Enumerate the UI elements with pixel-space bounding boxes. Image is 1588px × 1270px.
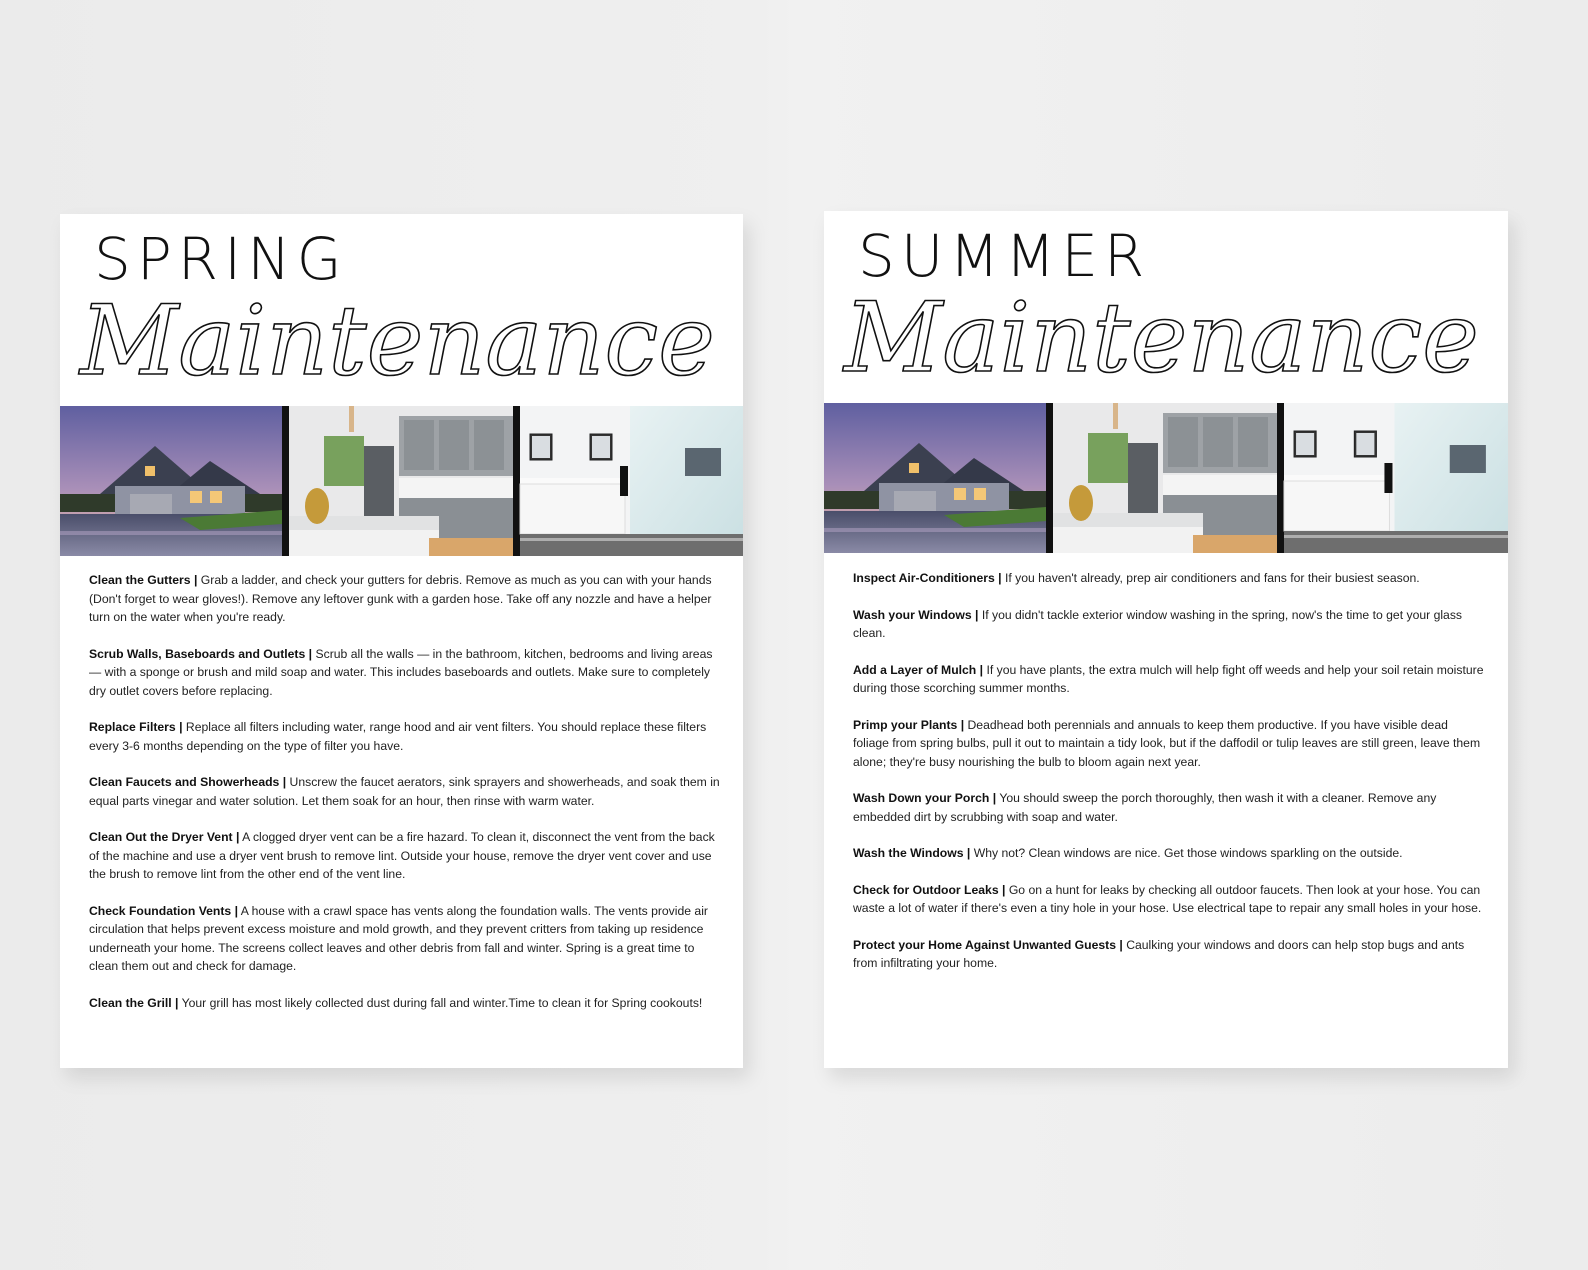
task-item xyxy=(853,936,1486,973)
task-separator: | xyxy=(193,573,198,587)
spring-maintenance-sheet xyxy=(60,214,743,1068)
task-item xyxy=(89,828,721,884)
task-separator: | xyxy=(960,717,965,732)
task-separator: | xyxy=(282,775,287,789)
task-item xyxy=(89,994,721,1013)
task-item xyxy=(853,844,1486,863)
task-item xyxy=(853,789,1486,826)
task-separator: | xyxy=(966,846,971,860)
season-title: SPRING xyxy=(94,225,348,293)
task-separator: | xyxy=(975,607,979,622)
task-item xyxy=(89,718,721,755)
photo-strip xyxy=(60,406,743,556)
house-exterior-photo xyxy=(824,403,1046,553)
task-separator: | xyxy=(1002,882,1006,897)
task-name: Clean the Gutters xyxy=(89,573,191,587)
task-name: Check for Outdoor Leaks xyxy=(853,882,999,897)
task-description: Unscrew the faucet aerators, sink sprayers and showerheads, and soak them in equal parts vinegar and water solution. Let them soak for an hour, then rinse with warm water. xyxy=(89,775,720,808)
task-separator: | xyxy=(235,830,240,844)
task-name: Primp your Plants xyxy=(853,717,958,732)
task-separator: | xyxy=(179,720,183,734)
season-title: SUMMER xyxy=(858,222,1151,290)
task-separator: | xyxy=(1119,937,1123,952)
script-title-text: Maintenance xyxy=(844,282,1479,394)
summer-maintenance-sheet xyxy=(824,211,1508,1068)
script-title xyxy=(838,279,1479,409)
task-description: Go on a hunt for leaks by checking all outdoor faucets. Then look at your hose. You can waste a lot of water if there's even a tiny hole in your hose. Use electrical tape to repair any small holes in your hose. xyxy=(853,882,1482,915)
photo-strip xyxy=(824,403,1508,553)
task-name: Scrub Walls, Baseboards and Outlets xyxy=(89,646,306,661)
task-separator: | xyxy=(998,571,1002,585)
task-name: Clean Faucets and Showerheads xyxy=(89,775,280,789)
kitchen-photo xyxy=(289,406,513,556)
task-separator: | xyxy=(308,646,313,661)
task-item xyxy=(89,645,721,701)
house-exterior-photo xyxy=(60,406,282,556)
task-name: Protect your Home Against Unwanted Guests xyxy=(853,937,1116,952)
task-description: Grab a ladder, and check your gutters for debris. Remove as much as you can with your hands (Don't forget to wear gloves!). Remove any leftover gunk with a garden hose. Take off any nozzle and have a helper turn on the water when you're ready. xyxy=(89,573,712,624)
task-separator: | xyxy=(992,791,997,805)
bathroom-photo xyxy=(1284,403,1508,553)
task-name: Clean the Grill xyxy=(89,995,172,1010)
task-item xyxy=(853,661,1486,698)
script-title-text: Maintenance xyxy=(80,285,715,397)
task-item xyxy=(853,606,1486,643)
task-separator: | xyxy=(175,995,179,1010)
script-title xyxy=(74,282,715,412)
task-description: You should sweep the porch thoroughly, then wash it with a cleaner. Remove any embedded dirt by scrubbing with soap and water. xyxy=(853,791,1437,824)
task-description: Caulking your windows and doors can help stop bugs and ants from infiltrating your home. xyxy=(853,937,1465,970)
task-description: If you have plants, the extra mulch will help fight off weeds and help your soil retain moisture during those scorching summer months. xyxy=(853,662,1484,695)
task-item xyxy=(853,716,1486,772)
task-name: Wash the Windows xyxy=(853,846,964,860)
task-name: Clean Out the Dryer Vent xyxy=(89,830,233,844)
task-name: Check Foundation Vents xyxy=(89,903,232,918)
task-item xyxy=(853,881,1486,918)
task-name: Wash your Windows xyxy=(853,607,972,622)
task-list xyxy=(853,569,1486,991)
task-list xyxy=(89,571,721,1030)
task-name: Wash Down your Porch xyxy=(853,791,990,805)
task-item xyxy=(89,773,721,810)
kitchen-photo xyxy=(1053,403,1277,553)
task-separator: | xyxy=(979,662,984,677)
task-separator: | xyxy=(234,903,239,918)
bathroom-photo xyxy=(520,406,743,556)
task-item xyxy=(89,902,721,976)
task-description: If you didn't tackle exterior window washing in the spring, now's the time to get your glass clean. xyxy=(853,607,1463,640)
task-description: Your grill has most likely collected dust during fall and winter.Time to clean it for Spring cookouts! xyxy=(181,995,703,1010)
task-description: Why not? Clean windows are nice. Get those windows sparkling on the outside. xyxy=(973,846,1403,860)
task-description: If you haven't already, prep air conditioners and fans for their busiest season. xyxy=(1004,571,1420,585)
task-description: A clogged dryer vent can be a fire hazard. To clean it, disconnect the vent from the back of the machine and use a dryer vent brush to remove lint. Outside your house, remove the dryer vent cover and use the brush to remove lint from the other end of the vent line. xyxy=(89,830,715,881)
task-description: Deadhead both perennials and annuals to keep them productive. If you have visible dead foliage from spring bulbs, pull it out to maintain a tidy look, but if the daffodil or tulip leaves are still green, leave them alone; they're busy nourishing the bulb to bloom again next year. xyxy=(853,717,1481,769)
task-item xyxy=(853,569,1486,588)
task-name: Replace Filters xyxy=(89,720,176,734)
task-description: Scrub all the walls — in the bathroom, kitchen, bedrooms and living areas — with a sponge or brush and mild soap and water. This includes baseboards and outlets. Make sure to completely dry outlet covers before replacing. xyxy=(89,646,713,698)
task-name: Add a Layer of Mulch xyxy=(853,662,977,677)
task-name: Inspect Air-Conditioners xyxy=(853,571,995,585)
task-description: A house with a crawl space has vents along the foundation walls. The vents provide air circulation that helps prevent excess moisture and mold growth, and they prevent critters from taking up residence underneath your home. The screens collect leaves and other debris from fall and winter. Spring is a great time to clean them out and check for damage. xyxy=(89,903,708,973)
task-description: Replace all filters including water, range hood and air vent filters. You should replace these filters every 3-6 months depending on the type of filter you have. xyxy=(89,720,707,753)
task-item xyxy=(89,571,721,627)
